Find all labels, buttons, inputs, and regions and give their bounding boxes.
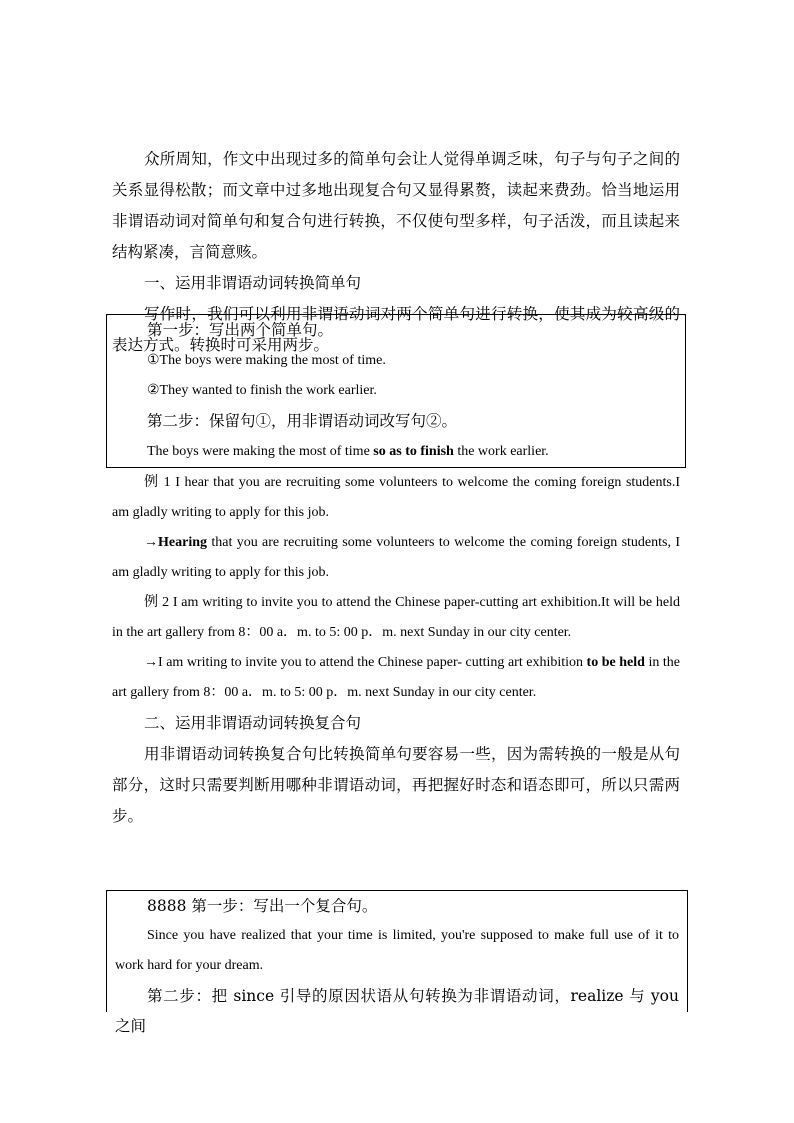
example-2-bold: to be held [586,655,645,670]
arrow: → [144,535,158,550]
example-2: 例 2 I am writing to invite you to attend the Chinese paper-cutting art exhibition.It will be held in the art gallery from 8：00 a．m. to 5: 00 p．m. next Sunday in our city center. [112,595,680,640]
box1-step2: 第二步：保留句①，用非谓语动词改写句②。 [147,412,458,430]
box1-result [115,437,677,467]
box1-sentence-1: ①The boys were making the most of time. [147,353,386,368]
example-1-rewrite [112,528,680,588]
box1-sentence-2: ②They wanted to finish the work earlier. [147,383,377,398]
section-heading-1: 一、运用非谓语动词转换简单句 [144,274,362,292]
box2-step2: 第二步：把 since 引导的原因状语从句转换为非谓语动词，realize 与 you 之间 [115,987,679,1035]
box1-result-c: the work earlier. [453,444,549,459]
box2-step1: 8888 第一步：写出一个复合句。 [147,897,378,915]
box1-step1: 第一步：写出两个简单句。 [147,321,334,339]
example-box-1 [106,314,686,468]
section-heading-2: 二、运用非谓语动词转换复合句 [144,714,362,732]
example-2-rewrite [112,648,680,708]
example-box-2 [106,890,688,1035]
paragraph-3: 用非谓语动词转换复合句比转换简单句要容易一些，因为需转换的一般是从句部分，这时只需要判断用哪种非谓语动词，再把握好时态和语态即可，所以只需两步。 [112,745,680,825]
intro-paragraph: 众所周知，作文中出现过多的简单句会让人觉得单调乏味，句子与句子之间的关系显得松散；而文章中过多地出现复合句又显得累赘，读起来费劲。恰当地运用非谓语动词对简单句和复合句进行转换，不仅使句型多样，句子活泼，而且读起来结构紧凑，言简意赅。 [112,150,680,261]
example-1-bold: Hearing [158,535,207,550]
box1-result-a: The boys were making the most of time [147,444,374,459]
examples-section [112,468,680,832]
example-1-rest: that you are recruiting some volunteers to welcome the coming foreign students, I am gladly writing to apply for this job. [112,535,680,580]
example-2-pre: →I am writing to invite you to attend the Chinese paper- cutting art exhibition [144,655,587,670]
box2-sentence: Since you have realized that your time is limited, you're supposed to make full use of it to work hard for your dream. [115,928,679,973]
example-1: 例 1 I hear that you are recruiting some volunteers to welcome the coming foreign students.I am gladly writing to apply for this job. [112,475,680,520]
intro-paragraph-2: 写作时，我们可以利用非谓语动词对两个简单句进行转换，使其成为较高级的表达方式。转换时可采用两步。 [112,305,680,354]
box1-result-bold: so as to finish [373,444,454,459]
example-2-rest: in the art gallery from 8：00 a．m. to 5: 00 p．m. next Sunday in our city center. [112,655,680,700]
